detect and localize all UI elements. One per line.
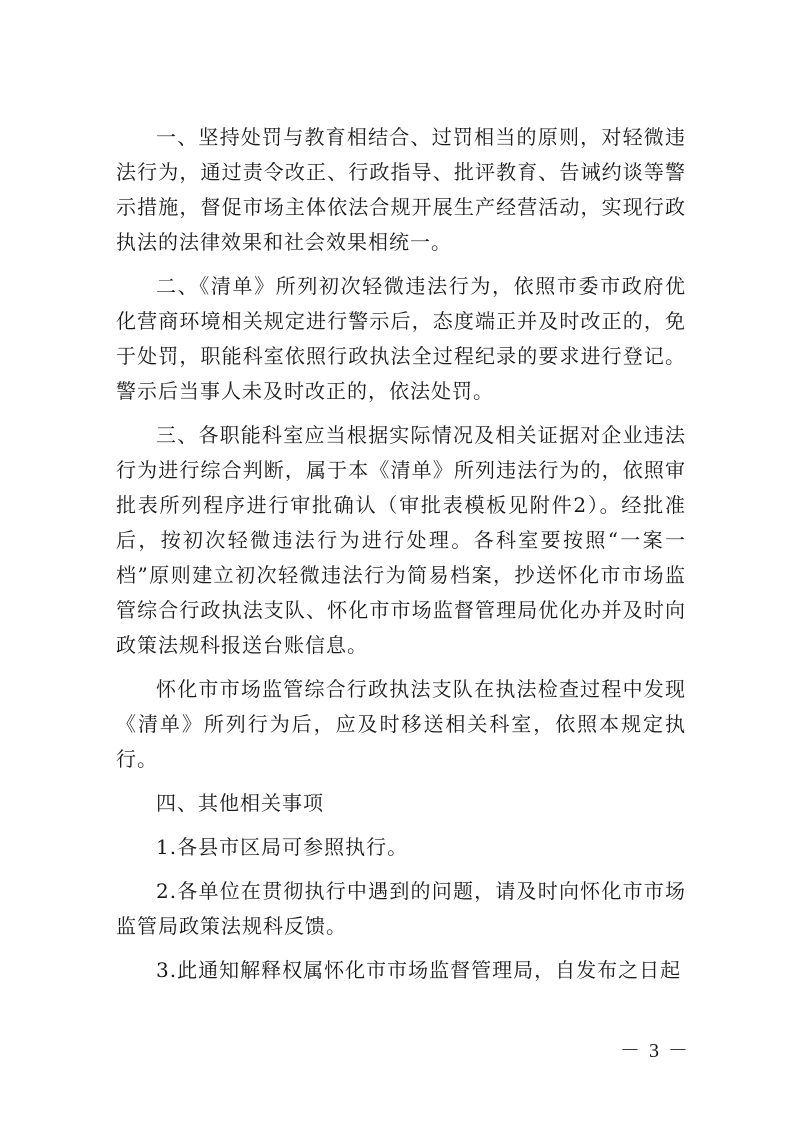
paragraph-item-2: 2.各单位在贯彻执行中遇到的问题，请及时向怀化市市场监管局政策法规科反馈。 bbox=[116, 879, 686, 938]
page-number: － 3 － bbox=[620, 1040, 690, 1062]
paragraph-enforcement-transfer: 怀化市市场监管综合行政执法支队在执法检查过程中发现《清单》所列行为后，应及时移送相关科室，依照本规定执行。 bbox=[116, 677, 686, 771]
document-body bbox=[116, 120, 686, 997]
paragraph-item-1: 1.各县市区局可参照执行。 bbox=[156, 835, 409, 859]
paragraph-item-3: 3.此通知解释权属怀化市市场监督管理局，自发布之日起 bbox=[156, 958, 682, 982]
paragraph-principle: 一、坚持处罚与教育相结合、过罚相当的原则，对轻微违法行为，通过责令改正、行政指导、批评教育、告诫约谈等警示措施，督促市场主体依法合规开展生产经营活动，实现行政执法的法律效果和社会效果相统一。 bbox=[116, 125, 686, 254]
paragraph-other-matters-heading: 四、其他相关事项 bbox=[156, 791, 324, 815]
paragraph-first-minor-violation: 二、《清单》所列初次轻微违法行为，依照市委市政府优化营商环境相关规定进行警示后，态度端正并及时改正的，免于处罚，职能科室依照行政执法全过程纪录的要求进行登记。警示后当事人未及时改正的，依法处罚。 bbox=[116, 274, 686, 403]
paragraph-approval-procedure: 三、各职能科室应当根据实际情况及相关证据对企业违法行为进行综合判断，属于本《清单》所列违法行为的，依照审批表所列程序进行审批确认（审批表模板见附件2）。经批准后，按初次轻微违法行为进行处理。各科室要按照“一案一档”原则建立初次轻微违法行为简易档案，抄送怀化市市场监管综合行政执法支队、怀化市市场监督管理局优化办并及时向政策法规科报送台账信息。 bbox=[116, 423, 686, 657]
